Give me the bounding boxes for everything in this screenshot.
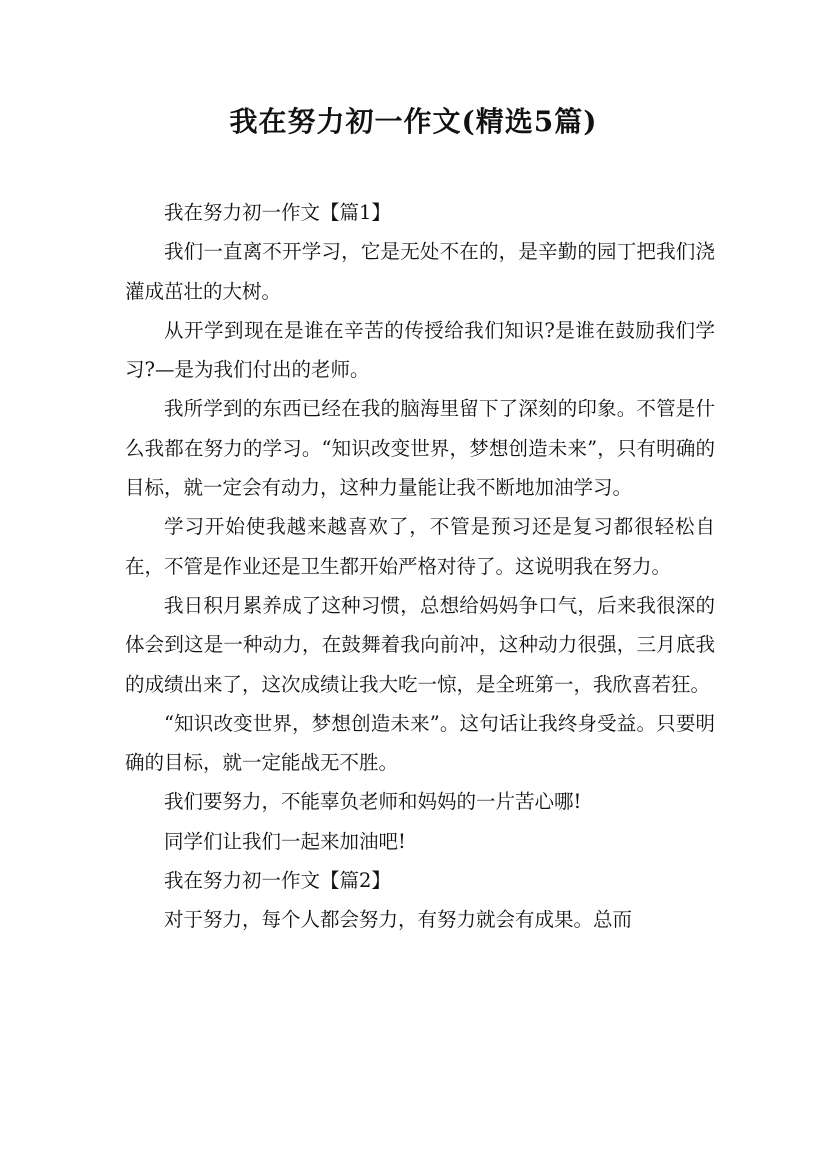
paragraph: 学习开始使我越来越喜欢了，不管是预习还是复习都很轻松自在，不管是作业还是卫生都开始严格对待了。这说明我在努力。 (125, 515, 715, 578)
paragraph: 从开学到现在是谁在辛苦的传授给我们知识?是谁在鼓励我们学习?—是为我们付出的老师。 (125, 318, 715, 382)
section-heading: 我在努力初一作文【篇1】 (164, 201, 391, 224)
section-heading: 我在努力初一作文【篇2】 (164, 869, 391, 893)
paragraph: 同学们让我们一起来加油吧! (164, 829, 406, 853)
document-body (125, 193, 715, 940)
paragraph: 我们一直离不开学习，它是无处不在的，是辛勤的园丁把我们浇灌成茁壮的大树。 (125, 240, 715, 303)
paragraph: 我所学到的东西已经在我的脑海里留下了深刻的印象。不管是什么我都在努力的学习。“知识改变世界，梦想创造未来”，只有明确的目标，就一定会有动力，这种力量能让我不断地加油学习。 (125, 397, 715, 500)
paragraph: “知识改变世界，梦想创造未来”。这句话让我终身受益。只要明确的目标，就一定能战无不胜。 (125, 711, 715, 775)
paragraph: 我们要努力，不能辜负老师和妈妈的一片苦心哪! (164, 790, 582, 814)
paragraph: 我日积月累养成了这种习惯，总想给妈妈争口气，后来我很深的体会到这是一种动力，在鼓舞着我向前冲，这种动力很强，三月底我的成绩出来了，这次成绩让我大吃一惊，是全班第一，我欣喜若狂。 (125, 593, 715, 696)
paragraph: 对于努力，每个人都会努力，有努力就会有成果。总而 (164, 908, 633, 932)
document-title: 我在努力初一作文(精选5篇) (229, 105, 598, 138)
